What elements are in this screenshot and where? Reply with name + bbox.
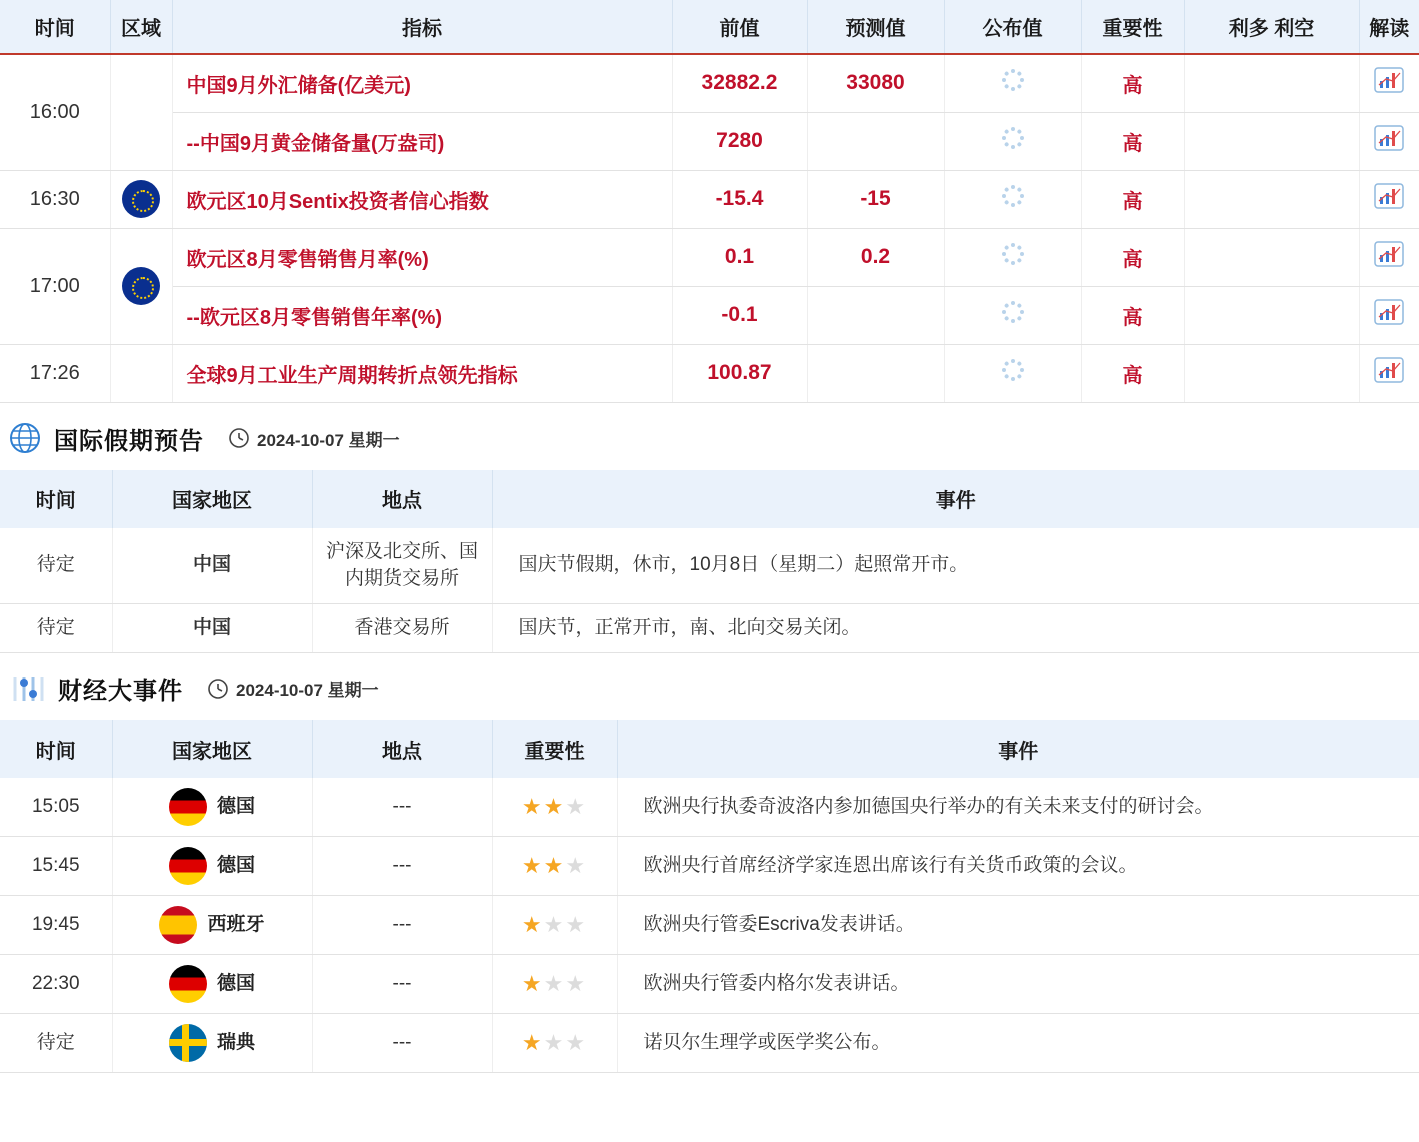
- cell-effect: [1184, 344, 1359, 402]
- cell-region: [110, 228, 172, 344]
- col-effect: 利多 利空: [1184, 0, 1359, 54]
- cell-event: 欧洲央行管委Escriva发表讲话。: [617, 896, 1419, 955]
- table-row[interactable]: [0, 112, 1419, 170]
- flag-eu-icon: [122, 267, 160, 305]
- table-row[interactable]: [0, 528, 1419, 604]
- col-analysis: 解读: [1359, 0, 1419, 54]
- events-section-date: 2024-10-07 星期一: [236, 681, 379, 701]
- cell-time: 待定: [0, 603, 112, 653]
- cell-place: 沪深及北交所、国内期货交易所: [312, 528, 492, 604]
- cell-analysis[interactable]: [1359, 228, 1419, 286]
- col-event: 事件: [492, 470, 1419, 528]
- loading-spinner-icon: [1002, 69, 1024, 91]
- cell-forecast: 33080: [807, 54, 944, 112]
- cell-analysis[interactable]: [1359, 54, 1419, 112]
- cell-published: [944, 344, 1081, 402]
- table-row[interactable]: [0, 955, 1419, 1014]
- clock-icon: [207, 678, 229, 700]
- cell-country: [112, 896, 312, 955]
- star-rating: ★★★: [521, 971, 588, 997]
- country-label: 瑞典: [216, 1031, 255, 1053]
- cell-forecast: 0.2: [807, 228, 944, 286]
- cell-event: 欧洲央行首席经济学家连恩出席该行有关货币政策的会议。: [617, 837, 1419, 896]
- cell-country: [112, 778, 312, 837]
- col-forecast: 预测值: [807, 0, 944, 54]
- events-header-row: [0, 720, 1419, 778]
- equalizer-icon: [8, 674, 46, 704]
- cell-published: [944, 54, 1081, 112]
- table-row[interactable]: [0, 54, 1419, 112]
- col-published: 公布值: [944, 0, 1081, 54]
- cell-effect: [1184, 54, 1359, 112]
- cell-analysis[interactable]: [1359, 112, 1419, 170]
- col-time: 时间: [0, 720, 112, 778]
- cell-country: [112, 837, 312, 896]
- holiday-section-title: 国际假期预告: [54, 427, 204, 455]
- cell-event: 诺贝尔生理学或医学奖公布。: [617, 1014, 1419, 1073]
- cell-indicator[interactable]: --中国9月黄金储备量(万盎司): [172, 112, 672, 170]
- cell-time: 16:00: [0, 54, 110, 170]
- cell-place: 香港交易所: [312, 603, 492, 653]
- cell-published: [944, 286, 1081, 344]
- cell-importance: [492, 1014, 617, 1073]
- cell-time: 17:26: [0, 344, 110, 402]
- flag-se-icon: [169, 1024, 207, 1062]
- table-row[interactable]: [0, 896, 1419, 955]
- cell-forecast: [807, 344, 944, 402]
- cell-analysis[interactable]: [1359, 170, 1419, 228]
- cell-importance: 高: [1081, 228, 1184, 286]
- flag-eu-icon: [122, 180, 160, 218]
- col-time: 时间: [0, 470, 112, 528]
- col-importance: 重要性: [1081, 0, 1184, 54]
- cell-region: [110, 170, 172, 228]
- cell-effect: [1184, 228, 1359, 286]
- flag-de-icon: [169, 847, 207, 885]
- cell-country: 中国: [112, 603, 312, 653]
- country-label: 西班牙: [207, 913, 265, 935]
- cell-forecast: [807, 112, 944, 170]
- chart-icon[interactable]: [1374, 67, 1404, 93]
- cell-place: ---: [312, 955, 492, 1014]
- cell-event: 国庆节假期，休市，10月8日（星期二）起照常开市。: [492, 528, 1419, 604]
- chart-icon[interactable]: [1374, 183, 1404, 209]
- cell-country: [112, 1014, 312, 1073]
- chart-icon[interactable]: [1374, 241, 1404, 267]
- cell-place: ---: [312, 896, 492, 955]
- economic-calendar-table: [0, 0, 1419, 403]
- cell-indicator[interactable]: 欧元区10月Sentix投资者信心指数: [172, 170, 672, 228]
- cell-event: 欧洲央行执委奇波洛内参加德国央行举办的有关未来支付的研讨会。: [617, 778, 1419, 837]
- table-row[interactable]: [0, 228, 1419, 286]
- holiday-table: [0, 470, 1419, 654]
- col-time: 时间: [0, 0, 110, 54]
- col-region: 区域: [110, 0, 172, 54]
- cell-time: 待定: [0, 1014, 112, 1073]
- table-row[interactable]: [0, 170, 1419, 228]
- col-country: 国家地区: [112, 720, 312, 778]
- cell-forecast: -15: [807, 170, 944, 228]
- cell-previous: 7280: [672, 112, 807, 170]
- col-place: 地点: [312, 470, 492, 528]
- loading-spinner-icon: [1002, 359, 1024, 381]
- cell-place: ---: [312, 1014, 492, 1073]
- cell-importance: 高: [1081, 286, 1184, 344]
- cell-effect: [1184, 286, 1359, 344]
- cell-indicator[interactable]: 欧元区8月零售销售月率(%): [172, 228, 672, 286]
- chart-icon[interactable]: [1374, 357, 1404, 383]
- cell-event: 欧洲央行管委内格尔发表讲话。: [617, 955, 1419, 1014]
- cell-time: 17:00: [0, 228, 110, 344]
- country-label: 德国: [216, 972, 255, 994]
- cell-time: 15:05: [0, 778, 112, 837]
- cell-time: 15:45: [0, 837, 112, 896]
- cell-published: [944, 228, 1081, 286]
- cell-indicator[interactable]: --欧元区8月零售销售年率(%): [172, 286, 672, 344]
- country-label: 德国: [216, 795, 255, 817]
- cell-importance: [492, 896, 617, 955]
- col-previous: 前值: [672, 0, 807, 54]
- cell-place: ---: [312, 837, 492, 896]
- cell-effect: [1184, 112, 1359, 170]
- cell-analysis[interactable]: [1359, 286, 1419, 344]
- col-country: 国家地区: [112, 470, 312, 528]
- cell-previous: -15.4: [672, 170, 807, 228]
- loading-spinner-icon: [1002, 301, 1024, 323]
- cell-analysis[interactable]: [1359, 344, 1419, 402]
- calendar-header-row: [0, 0, 1419, 54]
- cell-importance: 高: [1081, 54, 1184, 112]
- star-rating: ★★★: [521, 853, 588, 879]
- cell-importance: [492, 778, 617, 837]
- table-row[interactable]: [0, 603, 1419, 653]
- holiday-section-date: 2024-10-07 星期一: [257, 430, 400, 450]
- table-row[interactable]: [0, 1014, 1419, 1073]
- cell-importance: 高: [1081, 344, 1184, 402]
- cell-previous: 32882.2: [672, 54, 807, 112]
- holiday-section-header: [0, 403, 1419, 470]
- cell-place: ---: [312, 778, 492, 837]
- cell-indicator[interactable]: 中国9月外汇储备(亿美元): [172, 54, 672, 112]
- col-event: 事件: [617, 720, 1419, 778]
- chart-icon[interactable]: [1374, 125, 1404, 151]
- cell-region: [110, 344, 172, 402]
- flag-es-icon: [159, 906, 197, 944]
- country-label: 德国: [216, 854, 255, 876]
- star-rating: ★★★: [521, 1030, 588, 1056]
- table-row[interactable]: [0, 286, 1419, 344]
- cell-country: 中国: [112, 528, 312, 604]
- cell-importance: [492, 837, 617, 896]
- table-row[interactable]: [0, 778, 1419, 837]
- cell-previous: 0.1: [672, 228, 807, 286]
- cell-forecast: [807, 286, 944, 344]
- col-indicator: 指标: [172, 0, 672, 54]
- flag-de-icon: [169, 965, 207, 1003]
- cell-time: 19:45: [0, 896, 112, 955]
- cell-event: 国庆节，正常开市，南、北向交易关闭。: [492, 603, 1419, 653]
- flag-de-icon: [169, 788, 207, 826]
- loading-spinner-icon: [1002, 243, 1024, 265]
- cell-region: [110, 54, 172, 170]
- col-importance: 重要性: [492, 720, 617, 778]
- cell-published: [944, 170, 1081, 228]
- globe-icon: [8, 421, 42, 455]
- loading-spinner-icon: [1002, 185, 1024, 207]
- cell-importance: 高: [1081, 112, 1184, 170]
- loading-spinner-icon: [1002, 127, 1024, 149]
- cell-importance: 高: [1081, 170, 1184, 228]
- cell-previous: -0.1: [672, 286, 807, 344]
- events-section-title: 财经大事件: [58, 678, 183, 706]
- star-rating: ★★★: [521, 912, 588, 938]
- clock-icon: [228, 427, 250, 449]
- cell-published: [944, 112, 1081, 170]
- table-row[interactable]: [0, 837, 1419, 896]
- events-section-header: [0, 653, 1419, 720]
- table-row[interactable]: [0, 344, 1419, 402]
- cell-country: [112, 955, 312, 1014]
- cell-previous: 100.87: [672, 344, 807, 402]
- cell-time: 22:30: [0, 955, 112, 1014]
- cell-time: 16:30: [0, 170, 110, 228]
- cell-indicator[interactable]: 全球9月工业生产周期转折点领先指标: [172, 344, 672, 402]
- chart-icon[interactable]: [1374, 299, 1404, 325]
- cell-effect: [1184, 170, 1359, 228]
- cell-time: 待定: [0, 528, 112, 604]
- cell-importance: [492, 955, 617, 1014]
- col-place: 地点: [312, 720, 492, 778]
- holiday-header-row: [0, 470, 1419, 528]
- financial-events-table: [0, 720, 1419, 1073]
- star-rating: ★★★: [521, 794, 588, 820]
